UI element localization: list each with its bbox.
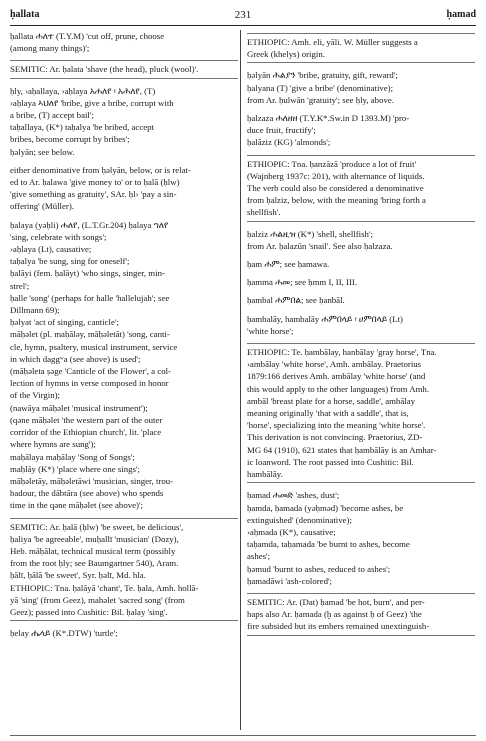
entry-line: ḥălī, ḥălā 'be sweet', Syr. ḥəlī, Md. hla. bbox=[10, 570, 146, 581]
entry-line: either denominative from ḥəlyān, below, or is relat- bbox=[10, 164, 191, 175]
entry-line: māḥəlet (pl. maḥāləy, māḥəletāt) 'song, canti- bbox=[10, 329, 170, 340]
entry-line: ḥalle 'song' (perhaps for halle 'hallelujah'; see bbox=[10, 292, 170, 303]
entry-line: corridor of the Ethiopian church', lit. 'place bbox=[10, 427, 162, 438]
entry-line: ḥallata ሐለተ (T.Y.M) 'cut off, prune, choose bbox=[10, 31, 165, 41]
etymology-note bbox=[10, 518, 238, 622]
entry-line: ḥalyana (T) 'give a bribe' (denominative); bbox=[247, 82, 394, 93]
dictionary-entry bbox=[247, 69, 475, 106]
entry-line: where hymns are sung'); bbox=[10, 439, 96, 450]
entry-line: ḥalzaza ሐለዘዘ (T.Y.K*.Sw.in D 1393.M) 'pro- bbox=[247, 113, 410, 124]
entry-line: this would apply to the other languages) from Amh. bbox=[247, 383, 430, 394]
dictionary-entry bbox=[247, 112, 475, 149]
entry-line: ḥəlyān ሕልያን 'bribe, gratuity, gift, reward'; bbox=[247, 70, 398, 81]
entry-line: shellfish'. bbox=[247, 207, 281, 218]
entry-line: SEMITIC: Ar. (Dat) ḥamad 'be hot, burn', and per- bbox=[247, 596, 425, 607]
entry-line: ḥam ሐም; see ḥamawa. bbox=[247, 259, 330, 270]
entry-line: ḥalaya (yəḥli) ሐለየ, (L.T.Gr.204) ḥalaya ኀለየ bbox=[10, 219, 169, 230]
dictionary-entry bbox=[247, 258, 475, 270]
header-rule bbox=[10, 25, 476, 26]
entry-line: Greek (khelys) origin. bbox=[247, 49, 325, 60]
entry-line: (qəne māḥəlet 'the western part of the outer bbox=[10, 414, 163, 425]
entry-line: from the root ḥly; see Baumgartner 540), Aram. bbox=[10, 558, 179, 569]
entry-line: ETHIOPIC: Tna. ḥanzāzā 'produce a lot of fruit' bbox=[247, 158, 417, 169]
entry-line: lection of hymns in verse composed in honor bbox=[10, 378, 169, 389]
entry-line: ḥəlyān; see below. bbox=[10, 146, 75, 157]
entry-line: ›aḥlaya (Lt), causative; bbox=[10, 244, 92, 255]
entry-line: extinguished' (denominative); bbox=[247, 514, 352, 525]
entry-line: maḥālaya maḥālay 'Song of Songs'; bbox=[10, 451, 135, 462]
entry-line: ḥalāyi (fem. ḥalāyt) 'who sings, singer, min- bbox=[10, 268, 165, 279]
entry-line: (among many things)'; bbox=[10, 43, 90, 54]
dictionary-entry bbox=[247, 313, 475, 337]
footer-rule bbox=[10, 735, 476, 736]
entry-line: māḥəletāy, māḥəletāwi 'musician, singer, trou- bbox=[10, 475, 174, 486]
page-header bbox=[10, 9, 476, 23]
entry-line: of the Virgin); bbox=[10, 390, 60, 401]
entry-line: hambālāy. bbox=[247, 469, 283, 480]
etymology-note bbox=[10, 60, 238, 78]
etymology-note bbox=[247, 33, 475, 63]
entry-line: ›aḥmada (K*), causative; bbox=[247, 526, 336, 537]
entry-line: SEMITIC: Ar. ḥalata 'shave (the head), pluck (wool)'. bbox=[10, 64, 199, 75]
dictionary-entry bbox=[247, 294, 475, 306]
left-column bbox=[10, 30, 238, 645]
right-column bbox=[247, 30, 475, 642]
entry-line: 'sing, celebrate with songs'; bbox=[10, 231, 107, 242]
entry-line: ashes'; bbox=[247, 551, 271, 562]
dictionary-entry bbox=[10, 164, 238, 213]
entry-line: (Wajnberg 1937c: 201), with alternance of liquids. bbox=[247, 170, 425, 181]
entry-line: taḥamda, taḥamada 'be burnt to ashes, become bbox=[247, 539, 410, 550]
dictionary-entry bbox=[10, 627, 238, 639]
entry-line: time in the qəne māḥəlet (see above)'; bbox=[10, 500, 143, 511]
dictionary-entry bbox=[247, 228, 475, 252]
etymology-note bbox=[247, 343, 475, 483]
entry-line: taḥallaya, (K*) taḥalya 'be bribed, accept bbox=[10, 122, 154, 133]
entry-line: ed to Ar. ḥalawa 'give money to' or to ḥalā (ḥlw) bbox=[10, 177, 180, 188]
entry-line: taḥalya 'be sung, sing for oneself'; bbox=[10, 256, 130, 267]
entry-line: badour, the dābtāra (see above) who spends bbox=[10, 488, 164, 499]
entry-line: ETHIOPIC: Amh. eli, yāli. W. Müller suggests a bbox=[247, 37, 418, 47]
entry-line: ḥamda, ḥamada (yəḥməd) 'become ashes, be bbox=[247, 502, 404, 513]
entry-line: ḥelay ሔላይ (K*.DTW) 'turtle'; bbox=[10, 628, 118, 639]
entry-line: ambāl 'breast plate for a horse, saddle', ambālay bbox=[247, 395, 416, 406]
entry-line: ›ambālay 'white horse', Amh. ambālay. Praetorius bbox=[247, 359, 422, 370]
etymology-note bbox=[247, 593, 475, 636]
dictionary-entry bbox=[247, 276, 475, 288]
header-last-headword: ḥamad bbox=[446, 9, 476, 20]
entry-line: ›aḥlaya ኣህለየ 'bribe, give a bribe, corrupt with bbox=[10, 97, 174, 108]
dictionary-entry bbox=[10, 85, 238, 158]
entry-line: strel'; bbox=[10, 280, 30, 291]
entry-line: ETHIOPIC: Te. ḥambālay, hanbālay 'gray horse', Tna. bbox=[247, 347, 437, 358]
entry-line: 'white horse'; bbox=[247, 325, 294, 336]
entry-line: from ḥalziz, below, with the meaning 'bring forth a bbox=[247, 195, 426, 206]
entry-line: haps also Ar. ḥamada (ḫ as against ḥ of Geez) 'the bbox=[247, 609, 422, 620]
entry-line: Heb. māḥălat, technical musical term (possibly bbox=[10, 545, 176, 556]
entry-line: ḥambal ሐምበል; see ḥanbāl. bbox=[247, 295, 345, 306]
entry-line: Dillmann 69); bbox=[10, 305, 60, 316]
entry-line: The verb could also be considered a denominative bbox=[247, 183, 424, 194]
entry-line: ḥəlyat 'act of singing, canticle'; bbox=[10, 317, 119, 328]
entry-line: bribes, become corrupt by bribes'; bbox=[10, 134, 130, 145]
entry-line: from Ar. ḥalazūn 'snail'. See also ḥalzaza. bbox=[247, 240, 393, 251]
entry-line: ḥambalāy, hambalāy ሐምበላይ ፡ ሀምበላይ (Lt) bbox=[247, 313, 403, 324]
entry-line: ḥamadāwi 'ash-colored'; bbox=[247, 575, 332, 586]
entry-line: 'horse', specializing into the meaning 'white horse'. bbox=[247, 420, 426, 431]
entry-line: ic loanword. The root passed into Cushitic: Bil. bbox=[247, 456, 414, 467]
entry-line: cle, hymn, psaltery, musical instrument, service bbox=[10, 341, 178, 352]
entry-line: offering' (Müller). bbox=[10, 201, 74, 212]
entry-line: ḥaliya 'be agreeable', muḥallī 'musician' (Dozy), bbox=[10, 533, 179, 544]
entry-line: MG 64 (1910), 621 states that ḥambālāy is an Amhar- bbox=[247, 444, 437, 455]
entry-line: (māḥəleta ṣəge 'Canticle of the Flower', a col- bbox=[10, 366, 171, 377]
etymology-note bbox=[247, 155, 475, 222]
entry-line: 1879:166 derives Amh. ambālay 'white horse' (and bbox=[247, 371, 426, 382]
entry-line: ḥamma ሐመ; see ḥmm I, II, III. bbox=[247, 277, 358, 288]
entry-line: ETHIOPIC: Tna. ḥalāyā 'chant', Te. ḥala, Amh. hollā- bbox=[10, 582, 199, 593]
column-divider bbox=[240, 30, 241, 730]
entry-line: ḥalziz ሐልዚዝ (K*) 'shell, shellfish'; bbox=[247, 228, 373, 239]
page-number: 231 bbox=[234, 9, 252, 21]
entry-line: 'give something as gratuity', SAr. ḥl› 'pay a sin- bbox=[10, 189, 177, 200]
dictionary-entry bbox=[247, 489, 475, 587]
entry-line: maḥlāy (K*) 'place where one sings'; bbox=[10, 463, 140, 474]
entry-line: This derivation is not convincing. Praetorius, ZD- bbox=[247, 432, 423, 443]
entry-line: ḥalāziz (KG) 'almonds'; bbox=[247, 137, 331, 148]
entry-line: ḥəmud 'burnt to ashes, reduced to ashes'; bbox=[247, 563, 391, 574]
entry-line: a bribe, (T) accept bail'; bbox=[10, 110, 94, 121]
entry-line: meaning originally 'that with a saddle', that is, bbox=[247, 408, 409, 419]
entry-line: ḥamad ሐመድ 'ashes, dust'; bbox=[247, 490, 340, 501]
entry-line: (nawāya māḥəlet 'musical instrument'); bbox=[10, 402, 148, 413]
entry-line: ḥly, ›aḥallaya, ›aḥlaya አሐለየ ፡ አሕለየ, (T) bbox=[10, 85, 156, 96]
entry-line: from Ar. ḥulwān 'gratuity'; see ḥly, above. bbox=[247, 94, 394, 105]
entry-line: yā 'sing' (from Geez), mahəlet 'sacred song' (from bbox=[10, 594, 185, 605]
entry-line: Geez); passed into Cushitic: Bil. ḥalay 'sing'. bbox=[10, 606, 168, 617]
dictionary-entry bbox=[10, 219, 238, 512]
dictionary-entry bbox=[10, 30, 238, 54]
entry-line: SEMITIC: Ar. ḥalā (ḥlw) 'be sweet, be delicious', bbox=[10, 521, 184, 532]
entry-line: in which daggʷa (see above) is used'; bbox=[10, 353, 141, 364]
entry-line: duce fruit, fructify'; bbox=[247, 125, 316, 136]
header-first-headword: ḥallata bbox=[10, 9, 40, 20]
entry-line: fire subsided but its embers remained unextinguish- bbox=[247, 621, 430, 632]
